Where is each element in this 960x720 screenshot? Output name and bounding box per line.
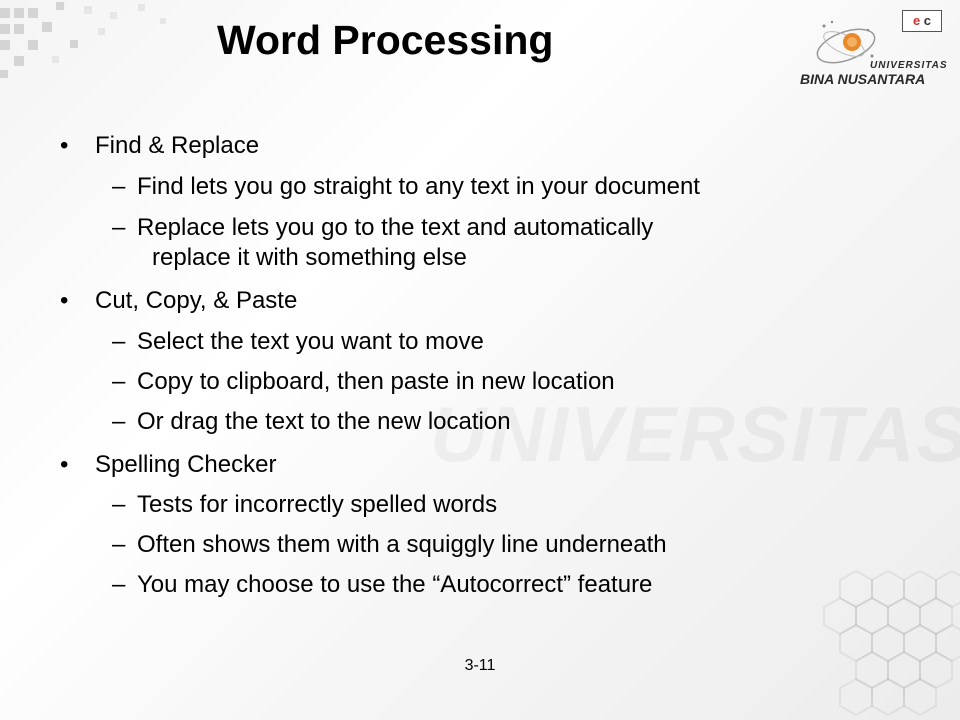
dash-icon: –	[112, 571, 126, 598]
slide-title: Word Processing	[217, 17, 554, 63]
bullet-icon: •	[60, 287, 69, 314]
sub-bullet-text: Copy to clipboard, then paste in new location	[137, 368, 615, 395]
bullet-icon: •	[60, 451, 69, 478]
dash-icon: –	[112, 531, 126, 558]
dash-icon: –	[112, 408, 126, 435]
dash-icon: –	[112, 368, 126, 395]
bullet-text: Cut, Copy, & Paste	[95, 287, 298, 314]
dash-icon: –	[112, 328, 126, 355]
sub-bullet-text: Select the text you want to move	[137, 328, 484, 355]
dash-icon: –	[112, 173, 126, 200]
bullet-text: Spelling Checker	[95, 451, 277, 478]
logo-text-universitas: UNIVERSITAS	[870, 60, 948, 71]
dash-icon: –	[112, 214, 126, 241]
ec-badge-icon: e c	[902, 10, 942, 32]
bullet-text: Find & Replace	[95, 132, 260, 159]
sub-bullet-text: Tests for incorrectly spelled words	[137, 491, 498, 518]
sub-bullet-text: You may choose to use the “Autocorrect” feature	[137, 571, 653, 598]
page-number: 3-11	[464, 657, 496, 674]
bullet-icon: •	[60, 132, 69, 159]
sub-bullet-text: Or drag the text to the new location	[137, 408, 511, 435]
university-logo	[800, 8, 950, 94]
sub-bullet-text: Find lets you go straight to any text in your document	[137, 173, 700, 200]
decorative-squares	[0, 0, 200, 100]
sub-bullet-text: Often shows them with a squiggly line underneath	[137, 531, 667, 558]
dash-icon: –	[112, 491, 126, 518]
sub-bullet-text: replace it with something else	[152, 244, 467, 271]
logo-text-bina-nusantara: BINA NUSANTARA	[800, 71, 926, 87]
sub-bullet-text: Replace lets you go to the text and automatically	[137, 214, 654, 241]
